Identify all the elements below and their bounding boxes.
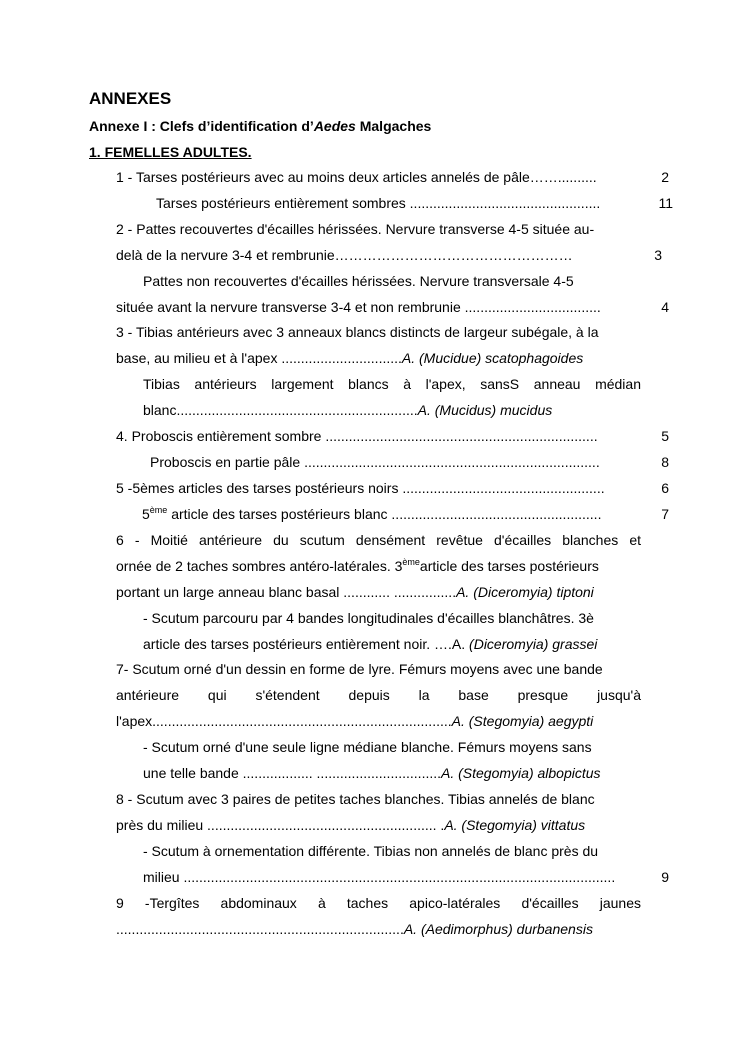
key-line-22-species: A. (Stegomyia) aegypti (451, 713, 594, 729)
key-line-22 (116, 712, 593, 730)
key-line-29: 9 -Tergîtes abdominaux à taches apico-latérales d'écailles jaunes (116, 895, 641, 911)
key-line-24-species: A. (Stegomyia) albopictus (441, 765, 601, 781)
key-line-17-species: A. (Diceromyia) tiptoni (456, 584, 594, 600)
page-title: ANNEXES (89, 89, 172, 108)
key-line-14-ref: 7 (661, 506, 669, 522)
key-line-10-text: blanc.............................................................. (143, 402, 418, 418)
key-line-7: 3 - Tibias antérieurs avec 3 anneaux blancs distincts de largeur subégale, à la (116, 324, 599, 340)
key-line-5: Pattes non recouvertes d'écailles hérissées. Nervure transversale 4-5 (143, 273, 574, 289)
key-line-13-ref: 6 (661, 480, 669, 496)
key-line-18: - Scutum parcouru par 4 bandes longitudinales d'écailles blanchâtres. 3è (143, 610, 594, 626)
key-line-4-ref: 3 (654, 247, 662, 263)
key-line-19-species: (Diceromyia) grassei (469, 636, 598, 652)
key-line-25: 8 - Scutum avec 3 paires de petites taches blanches. Tibias annelés de blanc (116, 791, 595, 807)
key-line-26 (116, 816, 585, 834)
annex-heading-prefix: Annexe I : Clefs d’identification d’ (89, 118, 314, 134)
annex-heading-suffix: Malgaches (355, 118, 432, 134)
annex-heading (89, 117, 431, 135)
key-line-16-sup: ème (402, 557, 420, 567)
key-line-6: située avant la nervure transverse 3-4 et non rembrunie ................................... (116, 299, 601, 315)
key-line-28: milieu ............................................................................................................... (143, 869, 616, 885)
key-line-8-text: base, au milieu et à l'apex ............................... (116, 350, 402, 366)
key-line-2-ref: 11 (658, 195, 673, 211)
key-line-1: 1 - Tarses postérieurs avec au moins deux articles annelés de pâle…….......... (116, 169, 597, 185)
key-line-27: - Scutum à ornementation différente. Tibias non annelés de blanc près du (143, 843, 599, 859)
key-line-1-ref: 2 (661, 169, 669, 185)
key-line-19-text: article des tarses postérieurs entièrement noir. ….A. (143, 636, 470, 652)
key-line-14 (142, 505, 601, 523)
key-line-16-text: article des tarses postérieurs (419, 558, 599, 574)
key-line-16-pre: ornée de 2 taches sombres antéro-latérales. 3 (116, 558, 403, 574)
key-line-11-ref: 5 (661, 428, 669, 444)
key-line-21: antérieure qui s'étendent depuis la base presque jusqu'à (116, 687, 641, 703)
key-line-11: 4. Proboscis entièrement sombre ...................................................................... (116, 428, 598, 444)
key-line-26-species: A. (Stegomyia) vittatus (444, 817, 586, 833)
key-line-3: 2 - Pattes recouvertes d'écailles hérissées. Nervure transverse 4-5 située au- (116, 221, 595, 237)
key-line-17-text: portant un large anneau blanc basal ............ ................ (116, 584, 457, 600)
key-line-23: - Scutum orné d'une seule ligne médiane blanche. Fémurs moyens sans (143, 739, 592, 755)
key-line-28-ref: 9 (661, 869, 669, 885)
key-line-24 (143, 764, 601, 782)
key-line-13: 5 -5èmes articles des tarses postérieurs noirs .................................................... (116, 480, 605, 496)
key-line-19 (143, 635, 597, 653)
key-line-2: Tarses postérieurs entièrement sombres ................................................. (156, 195, 601, 211)
key-line-8-species: A. (Mucidue) scatophagoides (401, 350, 584, 366)
key-line-10-species: A. (Mucidus) mucidus (417, 402, 553, 418)
key-line-8 (116, 349, 583, 367)
key-line-4: delà de la nervure 3-4 et rembrunie…………………………………………… (116, 247, 573, 263)
key-line-6-ref: 4 (661, 299, 669, 315)
key-line-24-text: une telle bande .................. ................................ (143, 765, 442, 781)
key-line-9: Tibias antérieurs largement blancs à l'apex, sansS anneau médian (143, 376, 641, 392)
key-line-12-ref: 8 (661, 454, 669, 470)
key-line-14-sup: ème (149, 505, 168, 515)
key-line-12: Proboscis en partie pâle ............................................................................ (150, 454, 600, 470)
key-line-30 (116, 920, 593, 938)
key-line-17 (116, 583, 594, 601)
key-line-14-pre: 5 (142, 506, 150, 522)
key-line-16 (116, 557, 599, 575)
key-line-15: 6 - Moitié antérieure du scutum densément revêtue d'écailles blanches et (116, 532, 641, 548)
key-line-10 (143, 401, 552, 419)
key-line-30-species: A. (Aedimorphus) durbanensis (403, 921, 593, 937)
key-line-14-text: article des tarses postérieurs blanc ...................................................... (167, 506, 602, 522)
annex-heading-genus: Aedes (313, 118, 356, 134)
section-heading: 1. FEMELLES ADULTES. (89, 144, 252, 160)
key-line-30-text: .......................................................................... (116, 921, 404, 937)
key-line-26-text: près du milieu ........................................................... . (116, 817, 445, 833)
key-line-20: 7- Scutum orné d'un dessin en forme de lyre. Fémurs moyens avec une bande (116, 661, 603, 677)
key-line-22-text: l'apex............................................................................. (116, 713, 452, 729)
